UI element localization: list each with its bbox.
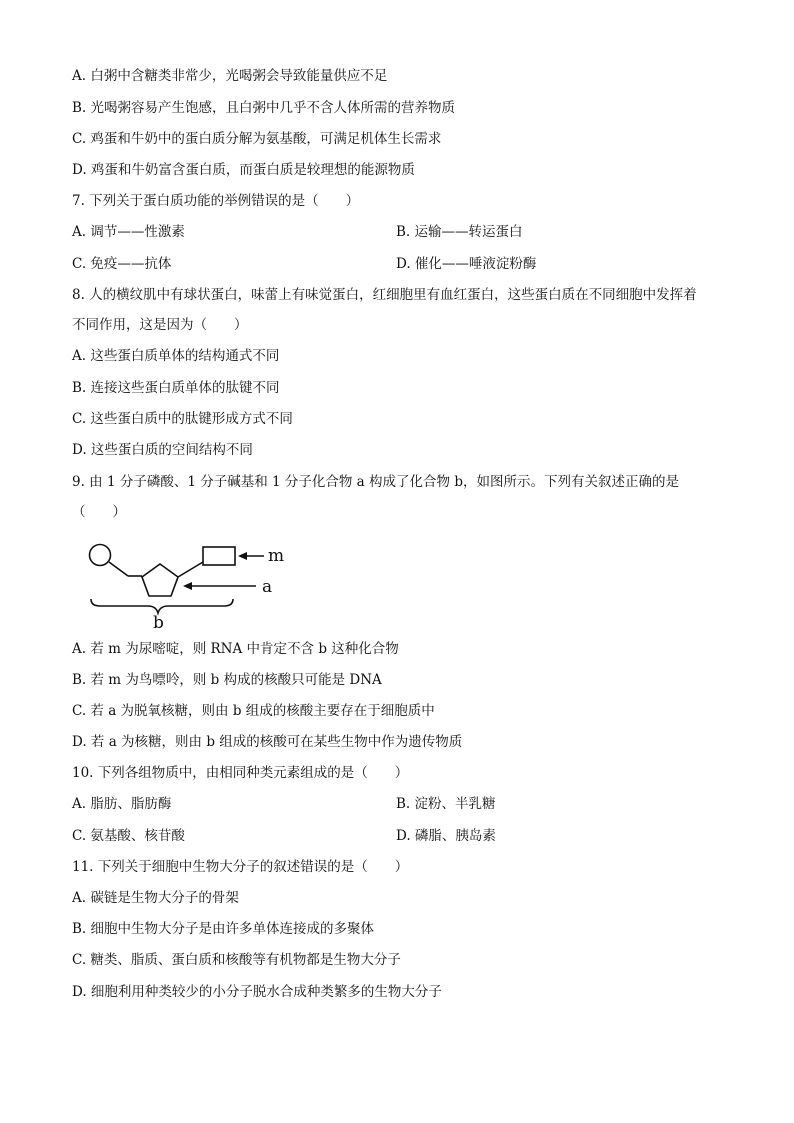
q8-option-c: C. 这些蛋白质中的肽键形成方式不同 [72,411,293,427]
q11-stem: 11. 下列关于细胞中生物大分子的叙述错误的是（ ） [72,859,409,875]
q9-option-d: D. 若 a 为核糖，则由 b 组成的核酸可在某些生物中作为遗传物质 [72,734,463,750]
q6-option-d: D. 鸡蛋和牛奶富含蛋白质，而蛋白质是较理想的能源物质 [72,162,415,178]
q6-option-a: A. 白粥中含糖类非常少，光喝粥会导致能量供应不足 [72,68,388,84]
q8-stem-line1: 8. 人的横纹肌中有球状蛋白，味蕾上有味觉蛋白，红细胞里有血红蛋白，这些蛋白质在不同细胞中发挥着 [72,287,697,303]
q9-option-a: A. 若 m 为尿嘧啶，则 RNA 中肯定不含 b 这种化合物 [72,641,399,657]
q8-option-b: B. 连接这些蛋白质单体的肽键不同 [72,380,280,396]
q11-option-d: D. 细胞利用种类较少的小分子脱水合成种类繁多的生物大分子 [72,984,442,1000]
q11-option-c: C. 糖类、脂质、蛋白质和核酸等有机物都是生物大分子 [72,952,401,968]
base-rectangle [203,547,235,565]
q9-option-c: C. 若 a 为脱氧核糖，则由 b 组成的核酸主要存在于细胞质中 [72,703,435,719]
q10-option-c: C. 氨基酸、核苷酸 [72,828,185,844]
q10-option-a: A. 脂肪、脂肪酶 [72,796,172,812]
nucleotide-diagram [86,540,286,630]
q9-stem-line2: （ ） [72,504,126,520]
q6-option-c: C. 鸡蛋和牛奶中的蛋白质分解为氨基酸，可满足机体生长需求 [72,131,442,147]
pentose-ring [142,564,178,596]
q8-stem-line2: 不同作用，这是因为（ ） [72,317,248,333]
q7-option-c: C. 免疫——抗体 [72,256,172,272]
q7-option-d: D. 催化——唾液淀粉酶 [396,256,537,272]
q11-option-a: A. 碳链是生物大分子的骨架 [72,890,239,906]
q10-option-d: D. 磷脂、胰岛素 [396,828,496,844]
label-b: b [153,613,164,630]
q7-option-a: A. 调节——性激素 [72,224,185,240]
q11-option-b: B. 细胞中生物大分子是由许多单体连接成的多聚体 [72,921,375,937]
q9-stem-line1: 9. 由 1 分子磷酸、1 分子碱基和 1 分子化合物 a 构成了化合物 b，如图所示。下列有关叙述正确的是 [72,474,679,490]
brace-b [91,599,233,613]
q10-option-b: B. 淀粉、半乳糖 [396,796,496,812]
label-a: a [262,577,273,597]
phosphate-circle [90,545,111,566]
arrow-m [238,552,247,560]
q8-option-a: A. 这些蛋白质单体的结构通式不同 [72,348,280,364]
q6-option-b: B. 光喝粥容易产生饱感，且白粥中几乎不含人体所需的营养物质 [72,100,456,116]
q7-stem: 7. 下列关于蛋白质功能的举例错误的是（ ） [72,193,360,209]
phosphate-bond [109,562,128,576]
base-bond [178,562,203,577]
arrow-a [183,582,192,590]
q9-option-b: B. 若 m 为鸟嘌呤，则 b 构成的核酸只可能是 DNA [72,672,382,688]
q10-stem: 10. 下列各组物质中，由相同种类元素组成的是（ ） [72,765,409,781]
label-m: m [268,546,285,566]
q8-option-d: D. 这些蛋白质的空间结构不同 [72,442,253,458]
q7-option-b: B. 运输——转运蛋白 [396,224,523,240]
